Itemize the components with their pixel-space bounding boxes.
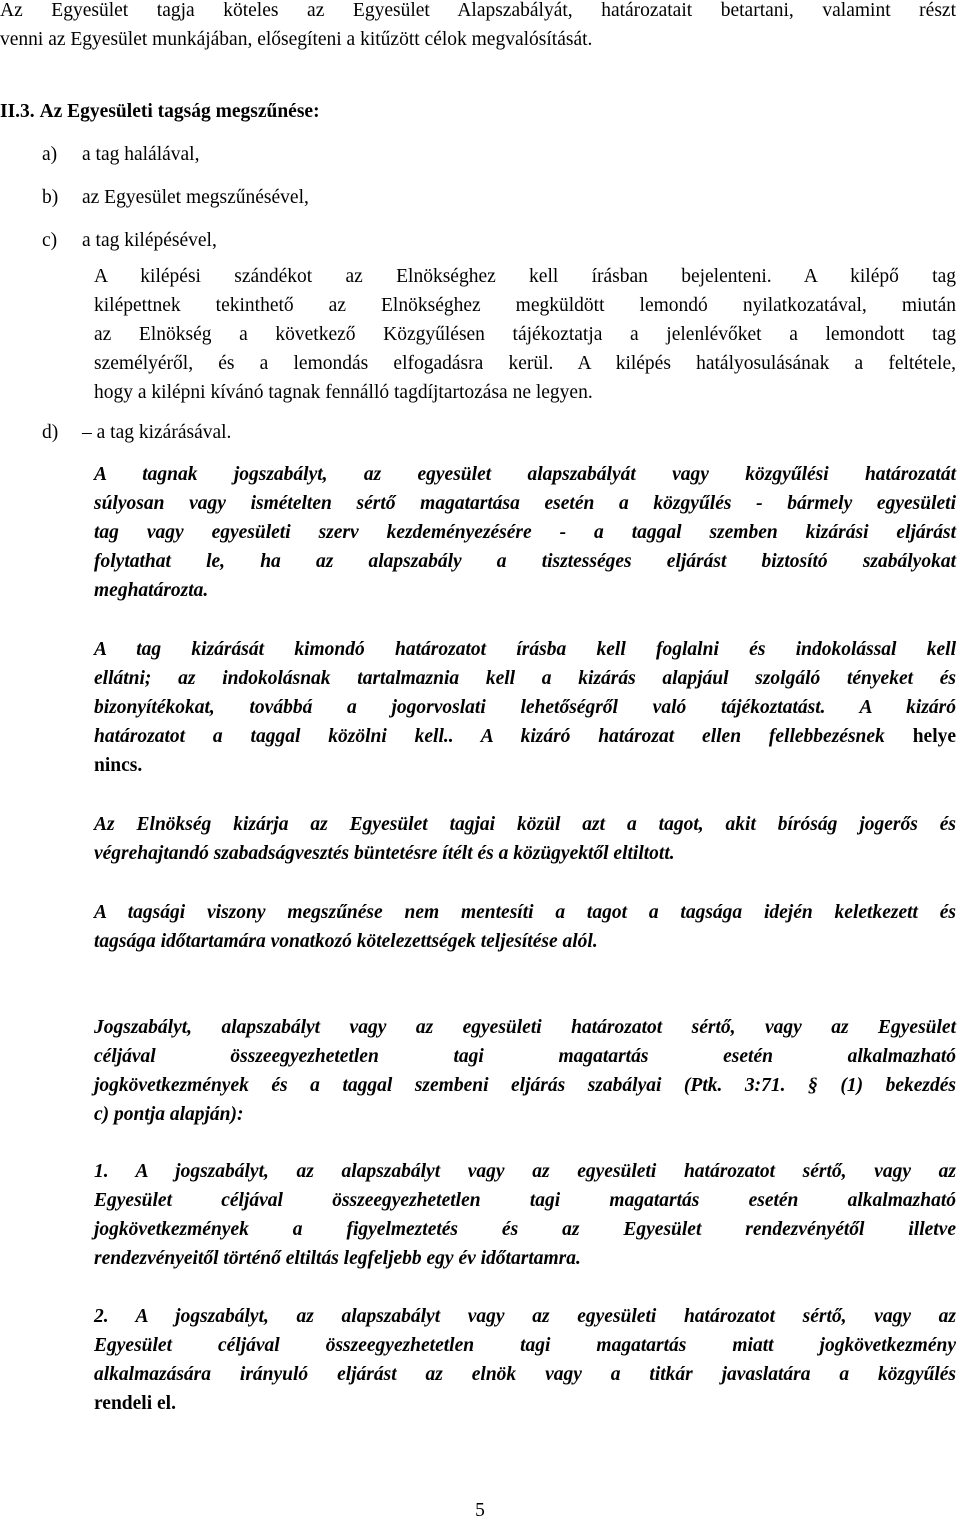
list-item-c	[42, 226, 217, 255]
paragraph-line: c) pontja alapján):	[94, 1104, 244, 1125]
intro-line: venni az Egyesület munkájában, elősegíteni a kitűzött célok megvalósítását.	[0, 29, 593, 50]
list-item-text: az Egyesület megszűnésével,	[82, 187, 309, 208]
paragraph-line: tagsága időtartamára vonatkozó kötelezettségek teljesítése alól.	[94, 931, 598, 952]
kilepes-paragraph	[94, 262, 956, 407]
kilepes-line: A kilépési szándékot az Elnökséghez kell írásban bejelenteni. A kilépő tag	[94, 266, 956, 287]
list-item-text: a tag kilépésével,	[82, 230, 217, 251]
list-item-b	[42, 183, 309, 212]
pont-2-paragraph	[94, 1302, 956, 1418]
list-item-label: b)	[42, 187, 59, 208]
kizaras-paragraph-3	[94, 810, 956, 868]
paragraph-line: Jogszabályt, alapszabályt vagy az egyesületi határozatot sértő, vagy az Egyesület	[94, 1017, 956, 1038]
paragraph-line: jogkövetkezmények és a taggal szembeni eljárás szabályai (Ptk. 3:71. § (1) bekezdés	[94, 1075, 956, 1096]
page-number: 5	[475, 1500, 485, 1521]
paragraph-line: A tagsági viszony megszűnése nem mentesíti a tagot a tagsága idején keletkezett és	[94, 902, 956, 923]
list-item-text: a tag halálával,	[82, 144, 200, 165]
paragraph-line: Az Elnökség kizárja az Egyesület tagjai közül azt a tagot, akit bíróság jogerős és	[94, 814, 956, 835]
paragraph-line: Egyesület céljával összeegyezhetetlen tagi magatartás miatt jogkövetkezmény	[94, 1335, 956, 1356]
jogszabaly-paragraph	[94, 1013, 956, 1129]
pont-1-paragraph	[94, 1157, 956, 1273]
paragraph-line: céljával összeegyezhetetlen tagi magatartás esetén alkalmazható	[94, 1046, 956, 1067]
paragraph-line: alkalmazására irányuló eljárást az elnök vagy a titkár javaslatára a közgyűlés	[94, 1364, 956, 1385]
paragraph-line: végrehajtandó szabadságvesztés büntetésre ítélt és a közügyektől eltiltott.	[94, 843, 675, 864]
list-item-d	[42, 418, 231, 447]
paragraph-line: 1. A jogszabályt, az alapszabályt vagy az egyesületi határozatot sértő, vagy az	[94, 1161, 956, 1182]
paragraph-line: rendeli el.	[94, 1393, 176, 1414]
paragraph-line: ellátni; az indokolásnak tartalmaznia kell a kizárás alapjául szolgáló tényeket és	[94, 668, 956, 689]
list-item-label: a)	[42, 144, 58, 165]
line-segment-bold-italic: határozatot a taggal közölni kell.. A kizáró határozat ellen fellebbezésnek	[94, 726, 885, 747]
section-title: Az Egyesületi tagság megszűnése:	[39, 101, 320, 122]
paragraph-line: súlyosan vagy ismételten sértő magatartása esetén a közgyűlés - bármely egyesületi	[94, 493, 956, 514]
kilepes-line: hogy a kilépni kívánó tagnak fennálló tagdíjtartozása ne legyen.	[94, 382, 593, 403]
paragraph-line: 2. A jogszabályt, az alapszabályt vagy az egyesületi határozatot sértő, vagy az	[94, 1306, 956, 1327]
list-item-label: c)	[42, 230, 58, 251]
paragraph-line: A tag kizárását kimondó határozatot írásba kell foglalni és indokolással kell	[94, 639, 956, 660]
section-heading	[0, 97, 956, 126]
line-segment-bold: helye	[912, 726, 957, 747]
list-item-a	[42, 140, 199, 169]
list-item-label: d)	[42, 422, 59, 443]
section-number: II.3.	[0, 101, 35, 122]
list-item-text: – a tag kizárásával.	[82, 422, 232, 443]
kizaras-paragraph-1	[94, 460, 956, 605]
kizaras-paragraph-4	[94, 898, 956, 956]
paragraph-line: jogkövetkezmények a figyelmeztetés és az Egyesület rendezvényétől illetve	[94, 1219, 956, 1240]
paragraph-line: meghatározta.	[94, 580, 209, 601]
kilepes-line: kilépettnek tekinthető az Elnökséghez megküldött lemondó nyilatkozatával, miután	[94, 295, 956, 316]
paragraph-line: bizonyítékokat, továbbá a jogorvoslati lehetőségről való tájékoztatást. A kizáró	[94, 697, 956, 718]
kizaras-paragraph-2	[94, 635, 956, 780]
paragraph-line	[94, 722, 956, 751]
paragraph-line: rendezvényeitől történő eltiltás legfeljebb egy év időtartamra.	[94, 1248, 581, 1269]
paragraph-line: nincs.	[94, 755, 143, 776]
intro-line: Az Egyesület tagja köteles az Egyesület Alapszabályát, határozatait betartani, valamint részt	[0, 0, 956, 21]
kilepes-line: az Elnökség a következő Közgyűlésen tájékoztatja a jelenlévőket a lemondott tag	[94, 324, 956, 345]
paragraph-line: A tagnak jogszabályt, az egyesület alapszabályát vagy közgyűlési határozatát	[94, 464, 956, 485]
paragraph-line: Egyesület céljával összeegyezhetetlen tagi magatartás esetén alkalmazható	[94, 1190, 956, 1211]
kilepes-line: személyéről, és a lemondás elfogadásra kerül. A kilépés hatályosulásának a feltétele,	[94, 353, 956, 374]
paragraph-line: tag vagy egyesületi szerv kezdeményezésére - a taggal szemben kizárási eljárást	[94, 522, 956, 543]
intro-paragraph	[0, 0, 956, 54]
paragraph-line: folytathat le, ha az alapszabály a tisztességes eljárást biztosító szabályokat	[94, 551, 956, 572]
